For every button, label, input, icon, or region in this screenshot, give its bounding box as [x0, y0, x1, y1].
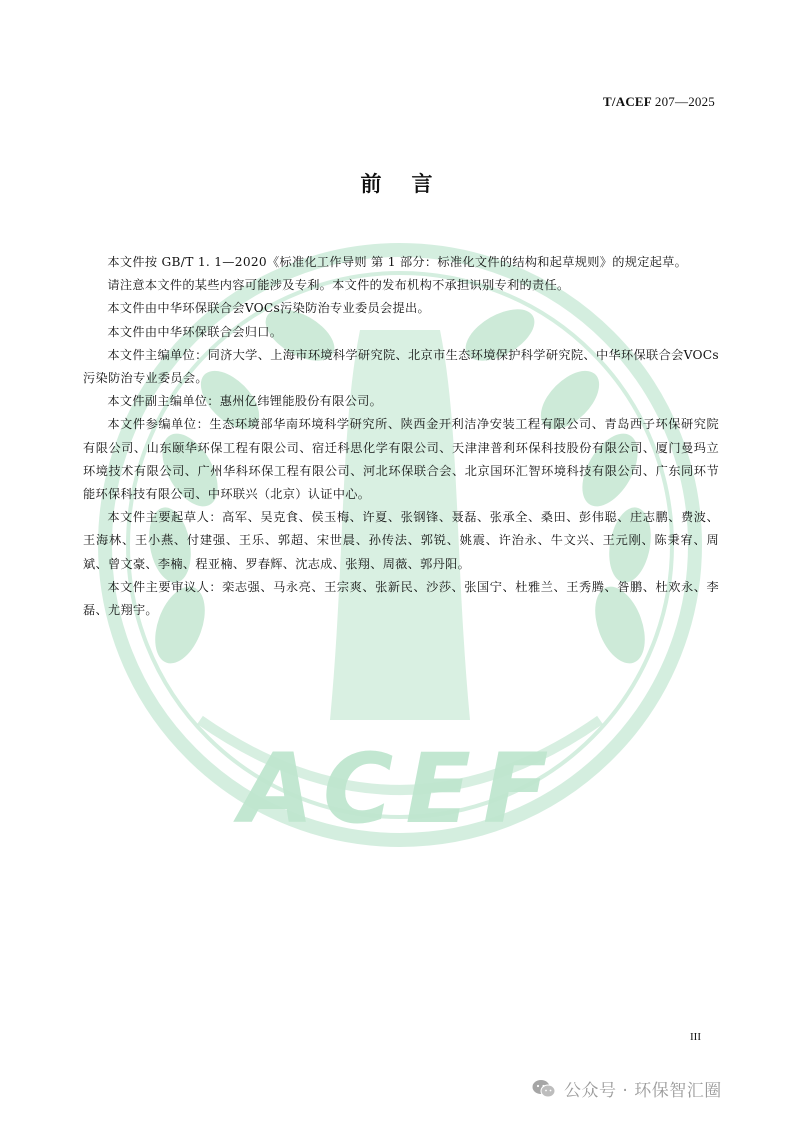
page-title: 前言 — [360, 172, 463, 196]
paragraph: 本文件副主编单位：惠州亿纬锂能股份有限公司。 — [107, 394, 383, 409]
wechat-label: 公众号 · 环保智汇圈 — [564, 1081, 722, 1101]
document-code — [603, 94, 715, 110]
wechat-icon — [532, 1079, 556, 1099]
paragraph: 本文件参编单位：生态环境部华南环境科学研究所、陕西金开利洁净安装工程有限公司、青岛西子环保研究院有限公司、山东颐华环保工程有限公司、宿迁科思化学有限公司、天津津普利环保科技股份有限公司、厦门曼玛立环境技术有限公司、广州华科环保工程有限公司、河北环保联合会、北京国环汇智环境科技有限公司、广东同环节能环保科技有限公司、中环联兴（北京）认证中心。 — [83, 417, 719, 502]
paragraph: 请注意本文件的某些内容可能涉及专利。本文件的发布机构不承担识别专利的责任。 — [107, 278, 570, 293]
page-number: III — [690, 1031, 701, 1043]
paragraph: 本文件主要起草人：高军、吴克食、侯玉梅、许夏、张钢锋、聂磊、张承全、桑田、彭伟聪、庄志鹏、费波、王海林、王小燕、付建强、王乐、郭超、宋世晨、孙传法、郭锐、姚震、许治永、牛文兴、王元刚、陈秉宥、周斌、曾文豪、李楠、程亚楠、罗春辉、沈志成、张翔、周薇、郭丹阳。 — [83, 510, 719, 571]
watermark-text: ACEF — [239, 733, 561, 845]
doc-code-number: 207—2025 — [654, 94, 715, 109]
foreword-body — [83, 251, 719, 622]
paragraph: 本文件由中华环保联合会归口。 — [107, 324, 283, 339]
doc-code-prefix: T/ACEF — [603, 94, 652, 109]
paragraph: 本文件主要审议人：栾志强、马永亮、王宗爽、张新民、沙莎、张国宁、杜雅兰、王秀腾、昝鹏、杜欢永、李磊、尤翔宇。 — [83, 579, 719, 618]
paragraph: 本文件主编单位：同济大学、上海市环境科学研究院、北京市生态环境保护科学研究院、中华环保联合会VOCs污染防治专业委员会。 — [83, 347, 719, 386]
paragraph: 本文件按 GB/T 1. 1—2020《标准化工作导则 第 1 部分：标准化文件的结构和起草规则》的规定起草。 — [107, 255, 688, 269]
paragraph: 本文件由中华环保联合会VOCs污染防治专业委员会提出。 — [107, 301, 430, 316]
wechat-account-label[interactable] — [532, 1076, 722, 1101]
